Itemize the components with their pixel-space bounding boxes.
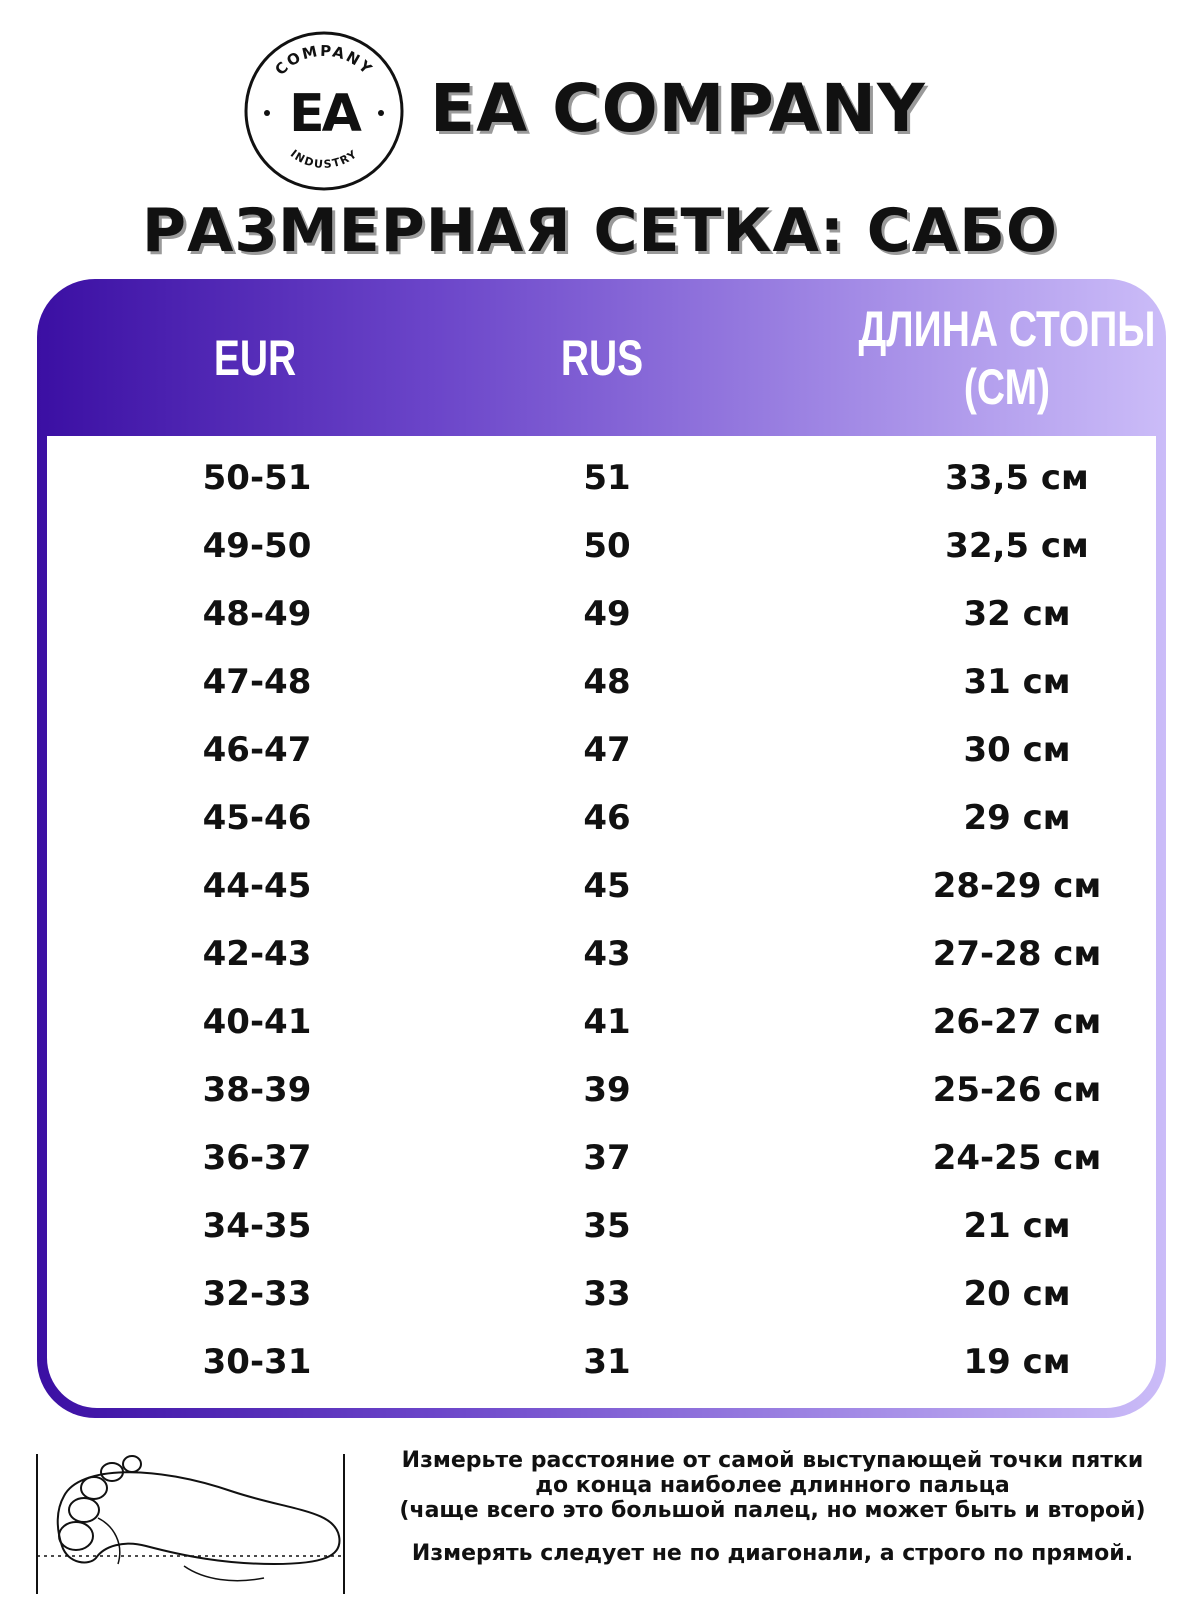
table-row: [47, 512, 1156, 580]
table-row: [47, 1056, 1156, 1124]
cell-eur: 45-46: [202, 798, 312, 838]
table-row: [47, 1260, 1156, 1328]
instruction-line: до конца наиболее длинного пальца: [535, 1473, 1010, 1498]
cell-foot-length: 32 см: [963, 594, 1071, 634]
cell-foot-length: 28-29 см: [932, 866, 1102, 906]
cell-foot-length: 30 см: [963, 730, 1071, 770]
cell-eur: 40-41: [202, 1002, 312, 1042]
cell-eur: 48-49: [202, 594, 312, 634]
cell-eur: 47-48: [202, 662, 312, 702]
instruction-line: Измерьте расстояние от самой выступающей точки пятки: [401, 1448, 1144, 1473]
cell-eur: 50-51: [202, 458, 312, 498]
table-row: [47, 784, 1156, 852]
cell-eur: 42-43: [202, 934, 312, 974]
cell-rus: 43: [583, 934, 631, 974]
column-header-foot-length: ДЛИНА СТОПЫ (СМ): [858, 300, 1156, 415]
company-seal-logo: [243, 30, 405, 192]
cell-eur: 49-50: [202, 526, 312, 566]
seal-monogram: EA: [289, 84, 359, 144]
instruction-line: Измерять следует не по диагонали, а строго по прямой.: [411, 1541, 1134, 1566]
table-header: [37, 279, 1166, 436]
cell-foot-length: 19 см: [963, 1342, 1071, 1382]
table-row: [47, 648, 1156, 716]
cell-rus: 39: [583, 1070, 631, 1110]
table-row: [47, 580, 1156, 648]
cell-rus: 48: [583, 662, 631, 702]
seal-top-text: COMPANY: [271, 41, 377, 79]
cell-eur: 44-45: [202, 866, 312, 906]
cell-rus: 37: [583, 1138, 631, 1178]
cell-foot-length: 32,5 см: [945, 526, 1089, 566]
cell-eur: 34-35: [202, 1206, 312, 1246]
cell-eur: 36-37: [202, 1138, 312, 1178]
cell-rus: 47: [583, 730, 631, 770]
cell-foot-length: 24-25 см: [932, 1138, 1102, 1178]
cell-foot-length: 29 см: [963, 798, 1071, 838]
cell-foot-length: 21 см: [963, 1206, 1071, 1246]
cell-rus: 41: [583, 1002, 631, 1042]
cell-rus: 49: [583, 594, 631, 634]
brand-name: EA COMPANY: [430, 70, 926, 147]
table-row: [47, 920, 1156, 988]
cell-rus: 46: [583, 798, 631, 838]
column-header-rus: RUS: [560, 329, 644, 386]
foot-outline-icon: [34, 1448, 359, 1598]
cell-foot-length: 25-26 см: [932, 1070, 1102, 1110]
table-row: [47, 716, 1156, 784]
cell-rus: 45: [583, 866, 631, 906]
table-row: [47, 1192, 1156, 1260]
table-row: [47, 1124, 1156, 1192]
measurement-instructions: [365, 1448, 1180, 1566]
cell-rus: 51: [583, 458, 631, 498]
instruction-line: (чаще всего это большой палец, но может быть и второй): [399, 1498, 1146, 1523]
table-row: [47, 988, 1156, 1056]
table-row: [47, 1328, 1156, 1396]
page-title: РАЗМЕРНАЯ СЕТКА: САБО: [142, 196, 1058, 266]
cell-eur: 46-47: [202, 730, 312, 770]
cell-foot-length: 31 см: [963, 662, 1071, 702]
cell-rus: 33: [583, 1274, 631, 1314]
cell-eur: 38-39: [202, 1070, 312, 1110]
cell-eur: 32-33: [202, 1274, 312, 1314]
seal-bottom-text: INDUSTRY: [287, 147, 361, 172]
cell-rus: 35: [583, 1206, 631, 1246]
cell-foot-length: 26-27 см: [932, 1002, 1102, 1042]
table-row: [47, 852, 1156, 920]
cell-eur: 30-31: [202, 1342, 312, 1382]
cell-rus: 50: [583, 526, 631, 566]
cell-foot-length: 33,5 см: [945, 458, 1089, 498]
table-row: [47, 444, 1156, 512]
size-table: [37, 279, 1166, 1418]
cell-foot-length: 20 см: [963, 1274, 1071, 1314]
column-header-eur: EUR: [213, 329, 297, 386]
cell-rus: 31: [583, 1342, 631, 1382]
table-body: [47, 436, 1156, 1408]
cell-foot-length: 27-28 см: [932, 934, 1102, 974]
